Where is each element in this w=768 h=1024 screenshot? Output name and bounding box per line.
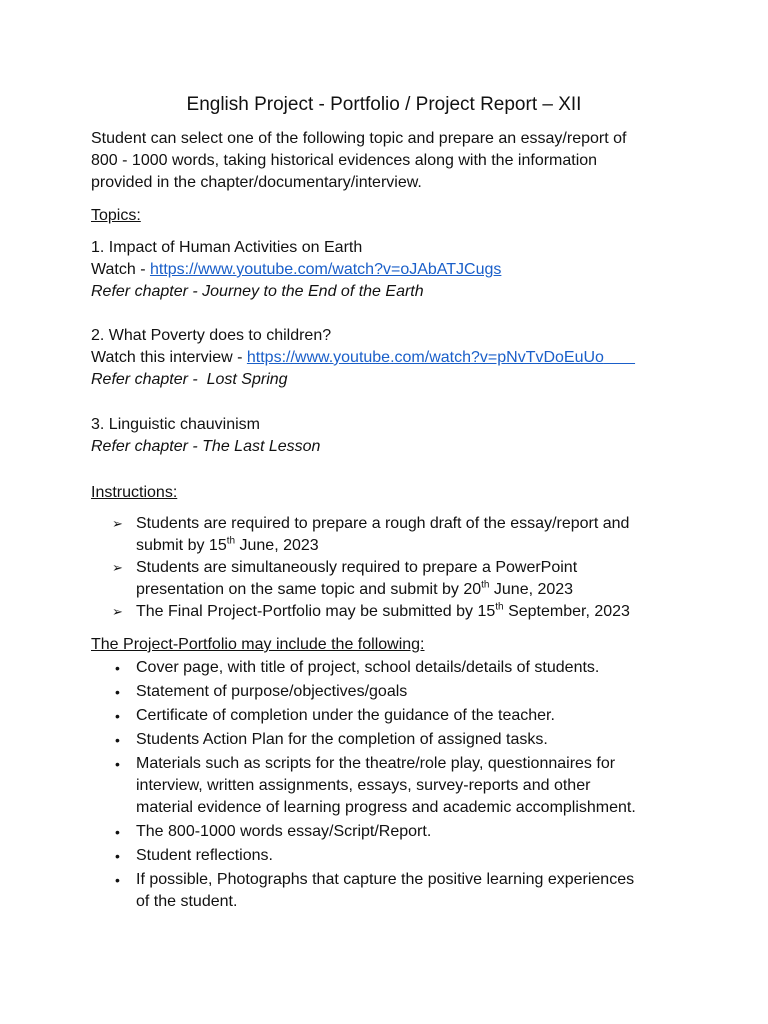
bullet-icon: • bbox=[115, 684, 120, 700]
intro-paragraph bbox=[91, 128, 691, 194]
instructions-list bbox=[110, 513, 700, 623]
watch-label: Watch this interview - bbox=[91, 349, 247, 366]
arrow-bullet-icon: ➢ bbox=[112, 560, 123, 575]
portfolio-item: • Cover page, with title of project, school details/details of students. bbox=[110, 657, 700, 679]
instruction-item: ➢ Students are required to prepare a rough draft of the essay/report and submit by 15th June, 2023 bbox=[112, 515, 630, 554]
topic-3 bbox=[91, 414, 691, 458]
refer-chapter: Refer chapter - Lost Spring bbox=[91, 371, 288, 388]
intro-line: 800 - 1000 words, taking historical evidences along with the information bbox=[91, 152, 598, 169]
document-title: English Project - Portfolio / Project Report – XII bbox=[186, 94, 582, 115]
bullet-icon: • bbox=[115, 732, 120, 748]
topic-title: 3. Linguistic chauvinism bbox=[91, 416, 260, 433]
portfolio-item: • Statement of purpose/objectives/goals bbox=[110, 681, 700, 703]
topic-title: 2. What Poverty does to children? bbox=[91, 327, 332, 344]
portfolio-item: • Student reflections. bbox=[110, 845, 700, 867]
bullet-icon: • bbox=[115, 824, 120, 840]
refer-chapter: Refer chapter - The Last Lesson bbox=[91, 438, 321, 455]
watch-line bbox=[91, 347, 691, 369]
intro-line: Student can select one of the following topic and prepare an essay/report of bbox=[91, 130, 627, 147]
portfolio-list bbox=[110, 657, 700, 915]
watch-line bbox=[91, 259, 691, 281]
bullet-icon: • bbox=[115, 708, 120, 724]
portfolio-item: • If possible, Photographs that capture the positive learning experiences of the student. bbox=[115, 871, 635, 910]
arrow-bullet-icon: ➢ bbox=[112, 604, 123, 619]
bullet-icon: • bbox=[115, 660, 120, 676]
portfolio-item: • Certificate of completion under the guidance of the teacher. bbox=[110, 705, 700, 727]
bullet-icon: • bbox=[115, 756, 120, 772]
youtube-link[interactable]: https://www.youtube.com/watch?v=oJAbATJCugs bbox=[149, 261, 502, 278]
topics-heading: Topics: bbox=[91, 207, 141, 224]
bullet-icon: • bbox=[115, 848, 120, 864]
youtube-link[interactable]: https://www.youtube.com/watch?v=pNvTvDoEuUo bbox=[246, 349, 604, 366]
topic-1 bbox=[91, 237, 691, 303]
instruction-item: ➢ The Final Project-Portfolio may be submitted by 15th September, 2023 bbox=[110, 601, 700, 623]
intro-line: provided in the chapter/documentary/interview. bbox=[91, 174, 422, 191]
portfolio-item: • Materials such as scripts for the theatre/role play, questionnaires for interview, written assignments, essays, survey-reports and other material evidence of learning progress and academic accomplishment. bbox=[115, 755, 636, 816]
topic-2 bbox=[91, 325, 691, 391]
topic-title: 1. Impact of Human Activities on Earth bbox=[91, 239, 363, 256]
portfolio-item: • Students Action Plan for the completion of assigned tasks. bbox=[110, 729, 700, 751]
bullet-icon: • bbox=[115, 872, 120, 888]
portfolio-item: • The 800-1000 words essay/Script/Report. bbox=[110, 821, 700, 843]
refer-chapter: Refer chapter - Journey to the End of the Earth bbox=[91, 283, 424, 300]
watch-label: Watch - bbox=[91, 261, 150, 278]
instructions-heading: Instructions: bbox=[91, 484, 178, 501]
instruction-item: ➢ Students are simultaneously required to prepare a PowerPoint presentation on the same topic and submit by 20th June, 2023 bbox=[112, 559, 578, 598]
portfolio-heading: The Project-Portfolio may include the following: bbox=[91, 636, 425, 653]
arrow-bullet-icon: ➢ bbox=[112, 516, 123, 531]
